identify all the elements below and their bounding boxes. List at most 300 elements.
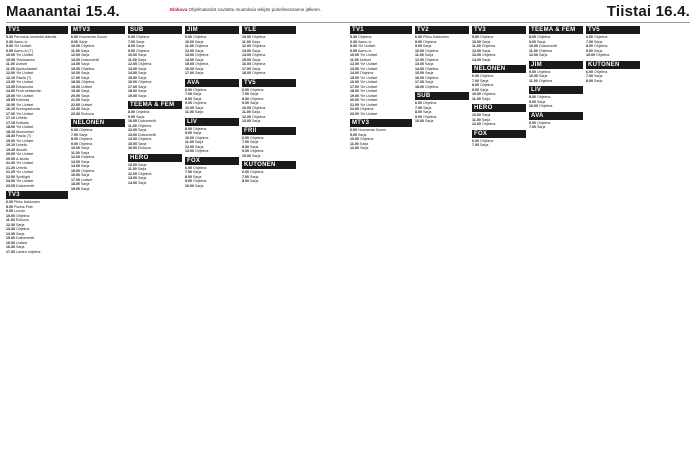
program-time: 14.30 [6,231,15,236]
program-time: 16.00 [71,173,80,177]
program-time: 13.00 [415,62,424,66]
listing-column [128,26,182,446]
program-title: Yle Uutiset [360,102,378,107]
program-time: 15.00 [242,57,251,62]
program-title: Yle Uutiset [16,125,34,129]
program-time: 15.00 [185,62,194,66]
program-time: 8.00 [71,137,78,141]
program-time: 6.00 [415,101,422,105]
channel-name: TV3 [472,26,526,34]
program-time: 10.00 [185,135,194,140]
program-title: Yle Uutiset [360,66,378,71]
program-title: Sarja [481,117,491,122]
program-title: Sarja [537,99,546,104]
channel-name: AVA [185,79,239,87]
program-time: 9.00 [185,35,192,39]
program-title: Kuningaskunta [16,107,40,111]
program-title: Yle Uutiset [16,71,34,75]
program-title: Akuutti [16,147,27,152]
program-title: Dokumentti [138,119,157,123]
program-time: 11.00 [185,110,194,114]
program-title: Ohjelma [250,87,264,92]
channel-block [529,61,583,84]
day-title-left: Maanantai 15.4. [6,3,120,20]
program-time: 12.00 [185,144,194,149]
program-time: 6.00 [350,128,357,132]
program-title: Sarja [252,48,261,53]
program-title: Sarja [193,174,202,179]
program-title: Dokumentti [16,236,35,240]
program-row [529,53,583,58]
program-time: 7.00 [185,92,192,96]
program-title: Ohjelma [252,35,266,39]
program-title: Ohjelma [81,155,95,159]
program-title: Sarja [252,57,261,62]
program-title: Ohjelma [138,62,152,66]
channel-name: TV1 [350,26,412,34]
program-time: 18.00 [71,182,80,186]
program-time: 6.00 [242,170,249,174]
program-time: 11.00 [185,140,194,144]
program-title: Sarja [195,66,204,71]
program-time: 7.00 [415,105,422,110]
program-row [529,79,583,84]
program-time: 9.00 [415,114,422,119]
program-time: 8.00 [128,110,135,114]
program-title: Yle Uutiset [360,53,378,57]
program-time: 8.00 [586,44,593,48]
program-row [415,119,469,124]
program-time: 10.00 [128,162,137,167]
channel-block [472,26,526,62]
program-title: Ohjelma [195,135,209,140]
channel-name: JIM [529,61,583,69]
program-time: 16.00 [128,80,137,84]
program-time: 8.00 [185,174,192,179]
program-title: Elokuva [81,111,94,116]
program-title: Elokuva [138,146,151,150]
program-title: Sarja [81,62,90,66]
channel-block [586,61,640,84]
channel-name: KUTONEN [242,161,296,169]
program-time: 8.00 [185,126,192,131]
program-time: 6.00 [185,165,192,170]
program-time: 8.00 [185,96,192,101]
program-title: Ohjelma [480,83,494,87]
program-time: 10.00 [529,104,538,108]
channel-block [71,26,125,116]
program-time: 14.00 [6,89,15,93]
program-title: Ohjelma [594,35,608,39]
program-title: Sarja [482,113,491,117]
program-time: 20.00 [350,98,359,102]
program-title: Ohjelma [425,48,439,53]
program-time: 21.00 [71,98,80,102]
program-time: 8.00 [128,44,135,48]
program-title: Ohjelma [537,69,551,74]
program-time: 15.00 [71,168,80,173]
channel-block [586,26,640,58]
program-title: Sarja [425,119,434,123]
program-time: 12.00 [242,114,251,119]
program-title: Ykkösaamu [16,57,35,62]
program-title: Sarja [195,57,204,62]
program-time: 13.30 [6,227,15,231]
program-title: Sarja [81,186,90,191]
listings-page [6,26,690,446]
program-time: 13.00 [128,66,137,71]
program-title: Urheilu [16,116,28,120]
program-title: Ohjelma [138,80,152,84]
program-row [586,79,640,84]
program-title: Sarja [480,78,489,83]
program-time: 12.30 [6,222,15,227]
program-title: Pikku Kakkonen [423,35,449,39]
channel-name: TV5 [586,26,640,34]
program-title: Yle Uutiset [16,102,34,107]
program-title: Kotikatu [16,120,29,125]
listing-column [242,26,296,446]
program-time: 8.00 [415,110,422,114]
program-time: 16.10 [6,107,15,111]
program-title: Ohjelma [480,35,494,39]
program-row [472,122,526,127]
program-title: Uutiset [81,84,93,89]
program-title: Ohjelma [425,57,439,62]
program-title: Ohjelma [252,105,266,110]
program-row [350,112,412,117]
program-time: 6.00 [128,35,135,39]
program-title: Yle Uutiset [16,111,34,116]
program-time: 19.00 [71,84,80,89]
channel-name: SUB [128,26,182,34]
channel-block [472,130,526,148]
program-title: Sarja [195,183,204,188]
program-time: 12.00 [350,146,359,150]
channel-block [242,127,296,159]
program-time: 10.00 [185,183,194,188]
program-time: 7.00 [185,170,192,174]
program-time: 23.00 [6,179,15,183]
program-time: 18.00 [71,80,80,84]
program-title: Ohjelma [252,71,266,75]
program-time: 19.00 [6,138,15,143]
program-time: 7.00 [586,74,593,78]
channel-block [529,112,583,130]
program-time: 13.00 [242,119,251,123]
program-title: Sarja [423,105,432,110]
program-title: Huomenta Suomi [358,128,386,132]
program-time: 12.00 [71,155,80,159]
program-title: Sarja [594,78,603,83]
program-title: Ohjelma [358,35,372,39]
program-title: Sarja [138,53,147,57]
program-time: 6.00 [185,87,192,92]
program-title: Sarja [482,57,491,62]
program-time: 12.00 [185,48,194,53]
program-time: 16.00 [185,66,194,71]
program-title: Ohjelma [250,149,264,153]
day-title-right: Tiistai 16.4. [606,3,690,20]
program-row [128,181,182,186]
channel-name: KUTONEN [586,61,640,69]
program-title: Yle Uutiset [360,111,378,116]
program-title: Sarja [594,74,603,78]
program-title: Sarja [136,114,145,119]
program-time: 19.00 [71,186,80,191]
program-time: 10.00 [185,39,194,44]
program-row [242,179,296,184]
program-time: 11.00 [242,110,251,114]
program-row [242,119,296,124]
program-title: Ohjelma [594,44,608,48]
program-time: 7.00 [128,39,135,44]
program-title: Dokumentti [16,183,35,188]
program-row [185,184,239,189]
program-title: Ajankohtaiset [15,66,38,71]
program-time: 10.00 [242,35,251,39]
program-title: Sarja [194,140,204,144]
program-time: 8.00 [529,35,536,39]
program-time: 19.00 [350,93,359,98]
header-rule [6,22,690,23]
program-time: 14.00 [350,71,359,75]
program-title: Ohjelma [423,39,437,44]
program-time: 10.00 [472,113,481,117]
program-title: Yle Uutiset [360,80,378,84]
program-title: Ohjelma [193,126,207,131]
program-time: 9.00 [472,35,479,39]
program-row [128,94,182,99]
program-title: Sarja [423,44,432,48]
program-title: Uutiset [359,57,371,62]
channel-block [350,119,412,151]
program-title: Sarja [251,110,261,114]
program-time: 9.00 [586,48,593,53]
program-time: 12.10 [6,75,15,80]
program-title: Sarja [138,128,147,132]
program-time: 10.00 [529,74,538,78]
channel-block [415,26,469,89]
program-time: 6.00 [242,135,249,140]
program-title: Ohjelma [195,53,209,57]
program-time: 9.00 [350,132,357,137]
program-title: Yle Uutiset [14,44,32,48]
program-time: 6.00 [6,200,13,204]
program-time: 6.00 [586,35,593,39]
program-time: 6.00 [242,87,249,92]
program-title: Sarja [195,105,204,110]
program-time: 11.00 [185,44,194,48]
program-title: Sarja [138,75,147,80]
program-title: Ohjelma [537,120,551,125]
program-title: Sarja [252,66,261,71]
program-title: Ohjelma [538,78,553,83]
program-title: Aamu-tv (T) [14,48,33,53]
program-title: Ohjelma [482,53,496,57]
program-title: Sarja [138,89,147,93]
program-title: Sarja [480,87,489,92]
program-time: 10.00 [472,39,481,44]
program-title: Lasten ohjelma [16,249,41,254]
program-row [6,250,68,255]
program-row [472,97,526,102]
program-time: 11.00 [415,53,424,57]
channel-block [242,26,296,76]
program-title: Sarja [423,110,432,114]
program-time: 6.00 [472,138,479,143]
program-title: Ohjelma [81,44,95,48]
program-title: Sarja [251,39,261,44]
program-title: Sarja [138,141,147,146]
page-header [0,0,696,24]
program-title: Kotimaa [16,98,30,102]
channel-block [242,161,296,184]
program-time: 11.00 [350,57,359,62]
program-time: 8.00 [242,144,249,149]
program-time: 9.00 [128,114,135,119]
program-title: Sarja [81,159,90,164]
program-time: 13.05 [6,84,15,89]
channel-block [6,191,68,254]
program-title: Luonto [14,209,25,213]
program-title: Sarja [193,131,202,135]
program-time: 14.00 [128,137,137,141]
channel-block [185,157,239,189]
program-time: 10.00 [242,105,251,110]
program-time: 19.10 [6,143,15,147]
program-time: 15.00 [350,75,359,80]
program-time: 9.00 [415,44,422,48]
program-time: 18.15 [6,129,15,134]
program-title: Yle Uutiset [16,53,34,57]
program-time: 13.00 [350,66,359,71]
program-time: 9.00 [185,101,192,105]
program-time: 7.00 [242,140,249,144]
program-title: Sarja [425,62,434,66]
program-time: 8.00 [242,179,249,183]
program-time: 17.00 [71,75,80,80]
program-time: 14.00 [242,53,251,57]
program-title: Huomenta Suomi [79,35,107,39]
program-title: Sarja [138,176,147,180]
program-title: Yle Uutiset [16,170,34,174]
program-title: Sarja [193,170,202,174]
program-time: 14.00 [71,164,80,168]
program-time: 13.00 [185,149,194,153]
program-time: 7.00 [242,174,249,179]
program-title: Ohjelma [81,168,95,173]
program-time: 20.00 [71,93,80,98]
channel-name: YLE [242,26,296,34]
program-title: Dokumentti [138,132,157,137]
program-time: 9.00 [242,149,249,153]
program-title: Ohjelma [252,114,266,119]
listing-column [6,26,68,446]
program-row [71,112,125,117]
channel-name: NELONEN [71,119,125,127]
program-time: 6.00 [586,69,593,74]
program-time: 17.00 [185,71,194,75]
program-time: 10.00 [71,44,80,48]
program-title: Sarja [136,44,145,48]
program-time: 11.00 [128,167,137,171]
program-time: 14.00 [185,57,194,62]
program-title: Peruutus: keskeltä elämää [14,35,57,39]
program-time: 16.00 [350,80,359,84]
program-time: 9.05 [350,48,357,53]
program-time: 5.30 [350,35,357,39]
program-title: Sarja [16,245,25,249]
program-time: 18.00 [242,71,251,75]
channel-name: NELONEN [472,65,526,73]
program-time: 10.00 [472,92,481,96]
program-time: 12.00 [242,44,251,48]
channel-name: TV2 [415,26,469,34]
program-title: Sarja [138,93,147,98]
program-time: 13.00 [472,53,481,57]
program-time: 22.30 [71,107,80,111]
program-time: 19.00 [128,93,137,98]
channel-block [350,26,412,116]
program-title: Urheilu [16,165,28,170]
program-title: Ohjelma [193,87,207,92]
channel-block [472,65,526,101]
program-title: Ohjelma [482,92,496,96]
program-time: 10.00 [415,48,424,53]
program-time: 11.00 [128,57,137,62]
program-title: Elokuva [15,218,29,222]
channel-name: TV5 [242,79,296,87]
program-title: Yle Uutiset [358,44,376,48]
program-time: 12.00 [415,57,424,62]
left-half-listings [6,26,346,446]
program-title: Yle Uutiset [360,98,378,102]
program-time: 18.00 [6,125,15,129]
program-time: 7.00 [71,132,78,137]
program-title: Sarja [195,48,204,53]
program-time: 10.00 [6,213,15,218]
program-title: Sarja [81,89,90,93]
program-time: 13.00 [71,57,80,62]
channel-block [529,86,583,109]
program-time: 16.00 [242,62,251,66]
program-title: Sarja [537,39,546,44]
program-time: 10.00 [415,119,424,123]
channel-block [71,119,125,191]
program-title: Alueuutiset [16,129,34,134]
program-time: 7.00 [529,125,536,129]
program-title: Sarja [250,179,259,183]
program-title: Ohjelma [193,35,207,39]
program-time: 11.00 [529,48,538,53]
program-title: Sarja [81,146,90,150]
program-title: Sarja [539,74,548,78]
program-title: Ohjelma [16,227,30,231]
program-time: 6.30 [350,39,357,44]
program-time: 11.00 [71,150,80,155]
right-half-listings [350,26,690,446]
program-time: 9.00 [350,44,357,48]
program-time: 7.00 [586,39,593,44]
program-row [6,184,68,189]
program-time: 11.00 [128,123,137,128]
program-title: Ohjelma [537,35,551,39]
program-title: Ohjelma [252,53,266,57]
program-title: Yle Uutiset [360,93,378,98]
program-title: Aamu-tv [358,48,372,53]
program-time: 7.00 [472,78,479,83]
